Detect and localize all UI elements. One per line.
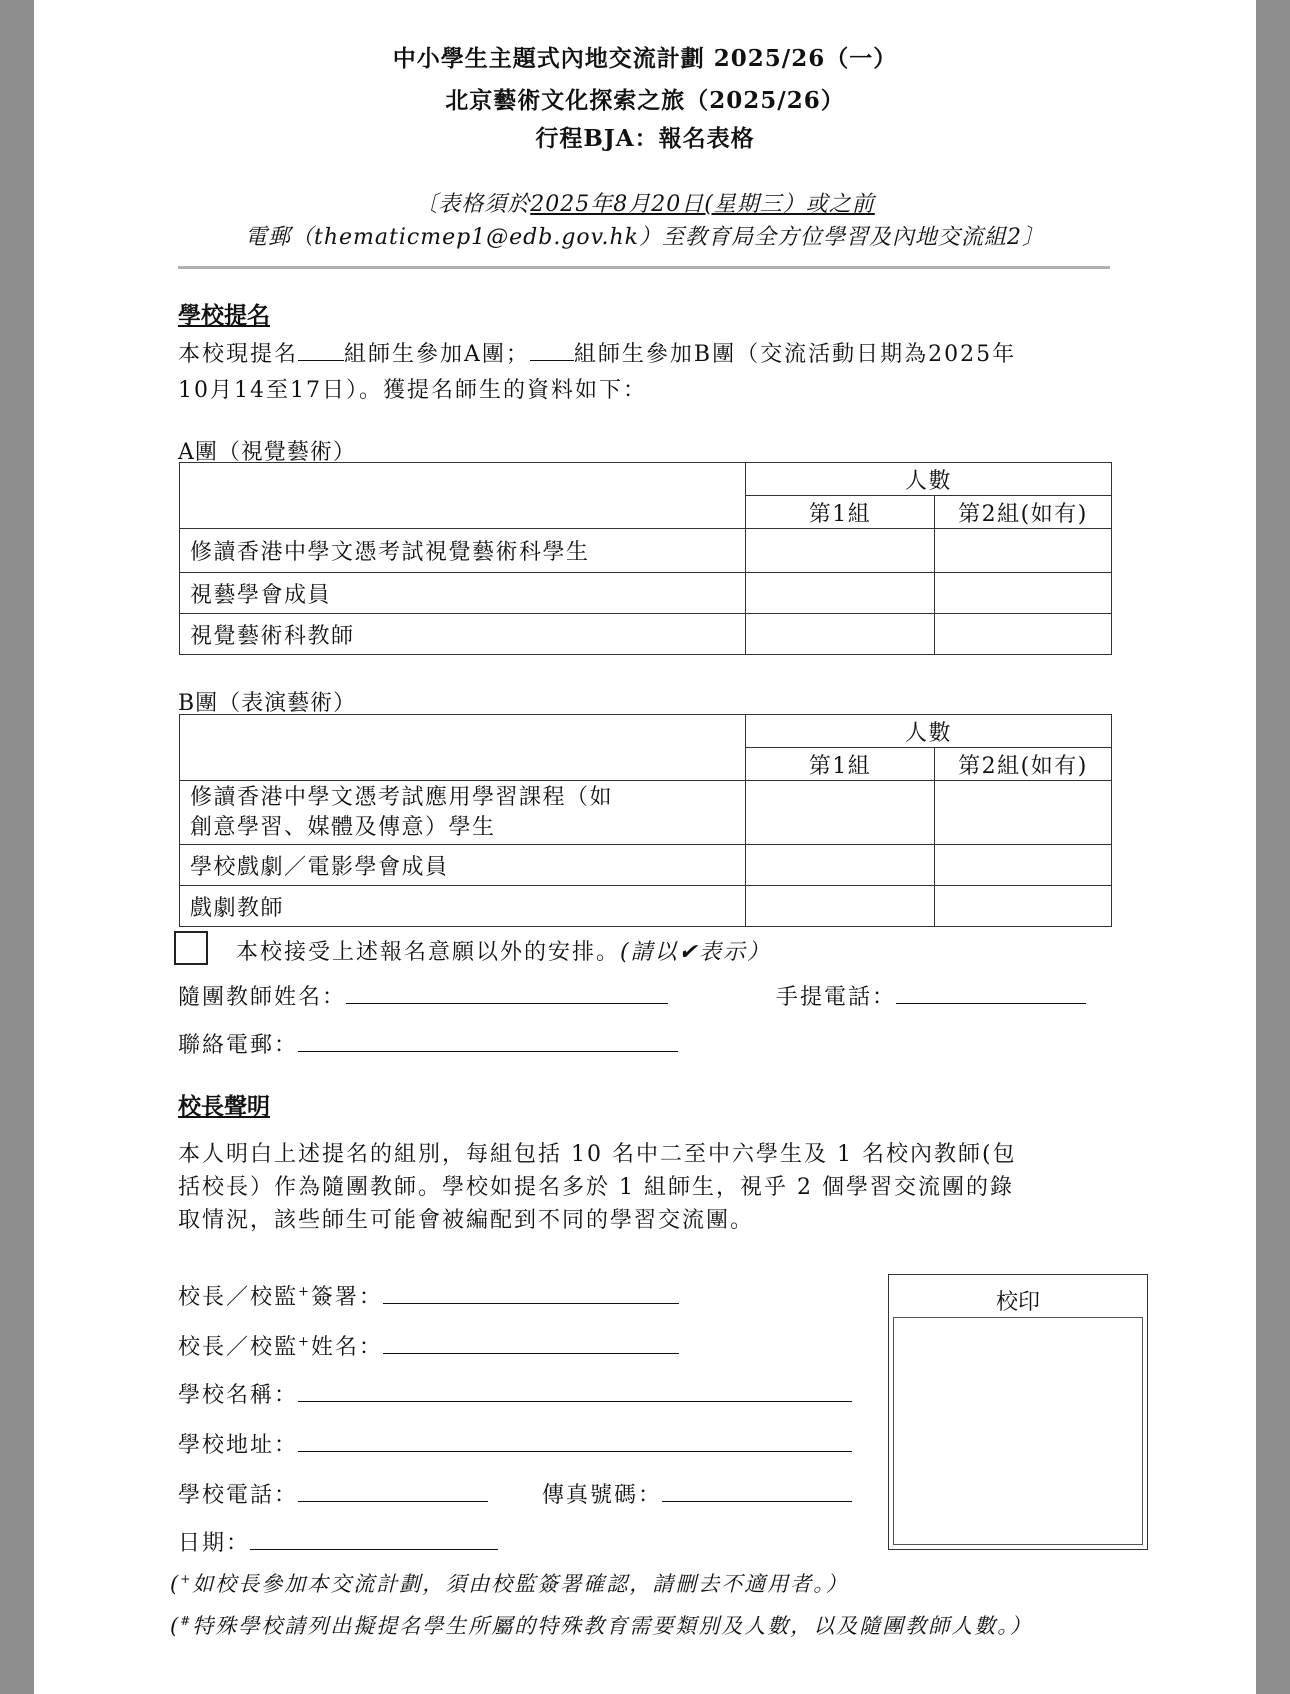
principal-name-label-b: 姓名：: [310, 1335, 383, 1360]
school-address-label: 學校地址：: [178, 1433, 299, 1458]
group-b-row2-group2-cell[interactable]: [935, 845, 1112, 886]
accept-arrangement-text: 本校接受上述報名意願以外的安排。: [236, 940, 621, 965]
group-a-row-label: 視覺藝術科教師: [180, 614, 746, 655]
section-heading-declaration: 校長聲明: [178, 1093, 270, 1120]
nomination-text-a: 本校現提名: [178, 342, 299, 367]
school-stamp-label: 校印: [995, 1290, 1040, 1315]
group-a-row-label: 視藝學會成員: [180, 573, 746, 614]
teacher-name-field[interactable]: [346, 981, 668, 1004]
school-stamp-box: [888, 1274, 1148, 1550]
school-phone-field[interactable]: [298, 1479, 488, 1502]
group-b-row1-group1-cell[interactable]: [746, 781, 935, 845]
fax-row: [542, 1478, 852, 1509]
group-b-row1-group2-cell[interactable]: [935, 781, 1112, 845]
group-a-row2-group1-cell[interactable]: [746, 573, 935, 614]
footnote1-mark: +: [180, 1572, 193, 1586]
school-address-field[interactable]: [298, 1429, 852, 1452]
mobile-label: 手提電話：: [776, 985, 897, 1010]
group-b-row1-label-line2: 創意學習、媒體及傳意）學生: [190, 814, 496, 840]
group-a-col-group1: 第1組: [746, 496, 935, 529]
school-name-row: [178, 1378, 852, 1409]
principal-name-row: [178, 1330, 679, 1361]
signature-row: [178, 1280, 679, 1311]
group-a-count-field[interactable]: [298, 338, 344, 361]
date-field[interactable]: [250, 1527, 498, 1550]
group-a-col-group2: 第2組(如有): [935, 496, 1112, 529]
deadline-date: 2025年8月20日(星期三）或之前: [530, 192, 875, 217]
teacher-name-row: [178, 980, 668, 1011]
deadline-note-line1: [34, 187, 1256, 218]
footnote-principal: [170, 1568, 849, 1598]
form-title-itinerary: 行程BJA：報名表格: [535, 125, 755, 152]
group-b-col-group1: 第1組: [746, 748, 935, 781]
footnote2-open: (: [170, 1614, 181, 1638]
declaration-line2: 括校長）作為隨團教師。學校如提名多於 1 組師生，視乎 2 個學習交流團的錄: [178, 1175, 1014, 1200]
signature-plus-mark: +: [298, 1284, 311, 1300]
principal-name-plus-mark: +: [298, 1334, 311, 1350]
footnote2-mark: #: [180, 1614, 193, 1628]
group-b-col-group2: 第2組(如有): [935, 748, 1112, 781]
form-page: [34, 0, 1256, 1694]
group-b-caption: B團（表演藝術）: [178, 691, 357, 716]
group-a-table: [179, 462, 1112, 655]
header-divider: [178, 266, 1110, 269]
deadline-note-line2: 電郵（thematicmep1@edb.gov.hk）至教育局全方位學習及內地交流組2〕: [245, 225, 1045, 250]
nomination-text-c: 組師生參加B團（交流活動日期為2025年: [573, 342, 1017, 367]
footnote2-text: 特殊學校請列出擬提名學生所屬的特殊教育需要類別及人數，以及隨團教師人數。）: [192, 1614, 1033, 1638]
signature-label-b: 簽署：: [310, 1285, 383, 1310]
group-a-row1-group1-cell[interactable]: [746, 529, 935, 573]
nomination-line2: 10月14至17日）。獲提名師生的資料如下：: [178, 378, 647, 403]
principal-name-field[interactable]: [383, 1331, 679, 1354]
section-heading-nomination: 學校提名: [178, 302, 270, 329]
group-b-table: [179, 714, 1112, 927]
group-a-caption: A團（視覺藝術）: [178, 440, 356, 465]
principal-name-label-a: 校長／校監: [178, 1335, 299, 1360]
school-name-field[interactable]: [298, 1379, 852, 1402]
group-b-row1-label-line1: 修讀香港中學文憑考試應用學習課程（如: [190, 784, 614, 810]
group-a-row2-group2-cell[interactable]: [935, 573, 1112, 614]
group-a-row-label: 修讀香港中學文憑考試視覺藝術科學生: [180, 529, 746, 573]
mobile-field[interactable]: [896, 981, 1086, 1004]
group-b-count-field[interactable]: [530, 338, 574, 361]
group-b-row-label: 學校戲劇／電影學會成員: [180, 845, 746, 886]
declaration-line3: 取情況，該些師生可能會被編配到不同的學習交流團。: [178, 1208, 755, 1233]
email-row: [178, 1028, 678, 1059]
fax-label: 傳真號碼：: [542, 1483, 663, 1508]
mobile-row: [776, 980, 1086, 1011]
group-b-row3-group1-cell[interactable]: [746, 886, 935, 927]
footnote-special-school: [170, 1610, 1033, 1640]
school-name-label: 學校名稱：: [178, 1383, 299, 1408]
group-b-row-label: 戲劇教師: [180, 886, 746, 927]
form-title-tour: 北京藝術文化探索之旅（2025/26）: [445, 87, 845, 114]
footnote1-open: (: [170, 1572, 181, 1596]
form-title-programme: 中小學生主題式內地交流計劃 2025/26（一）: [392, 45, 898, 72]
school-stamp-area[interactable]: [893, 1317, 1143, 1545]
principal-signature-field[interactable]: [383, 1281, 679, 1304]
deadline-prefix: 〔表格須於: [415, 192, 531, 217]
accept-arrangement-hint: (請以✔表示）: [620, 940, 772, 965]
group-b-row3-group2-cell[interactable]: [935, 886, 1112, 927]
group-a-header-blank: [180, 463, 746, 529]
school-phone-label: 學校電話：: [178, 1483, 299, 1508]
group-b-header-blank: [180, 715, 746, 781]
nomination-line1: [178, 337, 1016, 368]
group-a-row1-group2-cell[interactable]: [935, 529, 1112, 573]
group-a-row3-group1-cell[interactable]: [746, 614, 935, 655]
footnote1-text: 如校長參加本交流計劃，須由校監簽署確認，請刪去不適用者。）: [192, 1572, 849, 1596]
accept-arrangement-checkbox[interactable]: [174, 931, 208, 965]
date-row: [178, 1526, 498, 1557]
group-a-header-people: 人數: [746, 463, 1112, 496]
signature-label-a: 校長／校監: [178, 1285, 299, 1310]
email-label: 聯絡電郵：: [178, 1033, 299, 1058]
teacher-name-label: 隨團教師姓名：: [178, 985, 347, 1010]
group-a-row3-group2-cell[interactable]: [935, 614, 1112, 655]
declaration-line1: 本人明白上述提名的組別，每組包括 10 名中二至中六學生及 1 名校內教師(包: [178, 1142, 1017, 1167]
accept-arrangement-label: [236, 935, 771, 966]
date-label: 日期：: [178, 1531, 251, 1556]
email-field[interactable]: [298, 1029, 678, 1052]
school-phone-row: [178, 1478, 488, 1509]
group-b-row-label: [180, 781, 746, 845]
group-b-row2-group1-cell[interactable]: [746, 845, 935, 886]
group-b-header-people: 人數: [746, 715, 1112, 748]
nomination-text-b: 組師生參加A團；: [344, 342, 530, 367]
fax-field[interactable]: [662, 1479, 852, 1502]
school-address-row: [178, 1428, 852, 1459]
